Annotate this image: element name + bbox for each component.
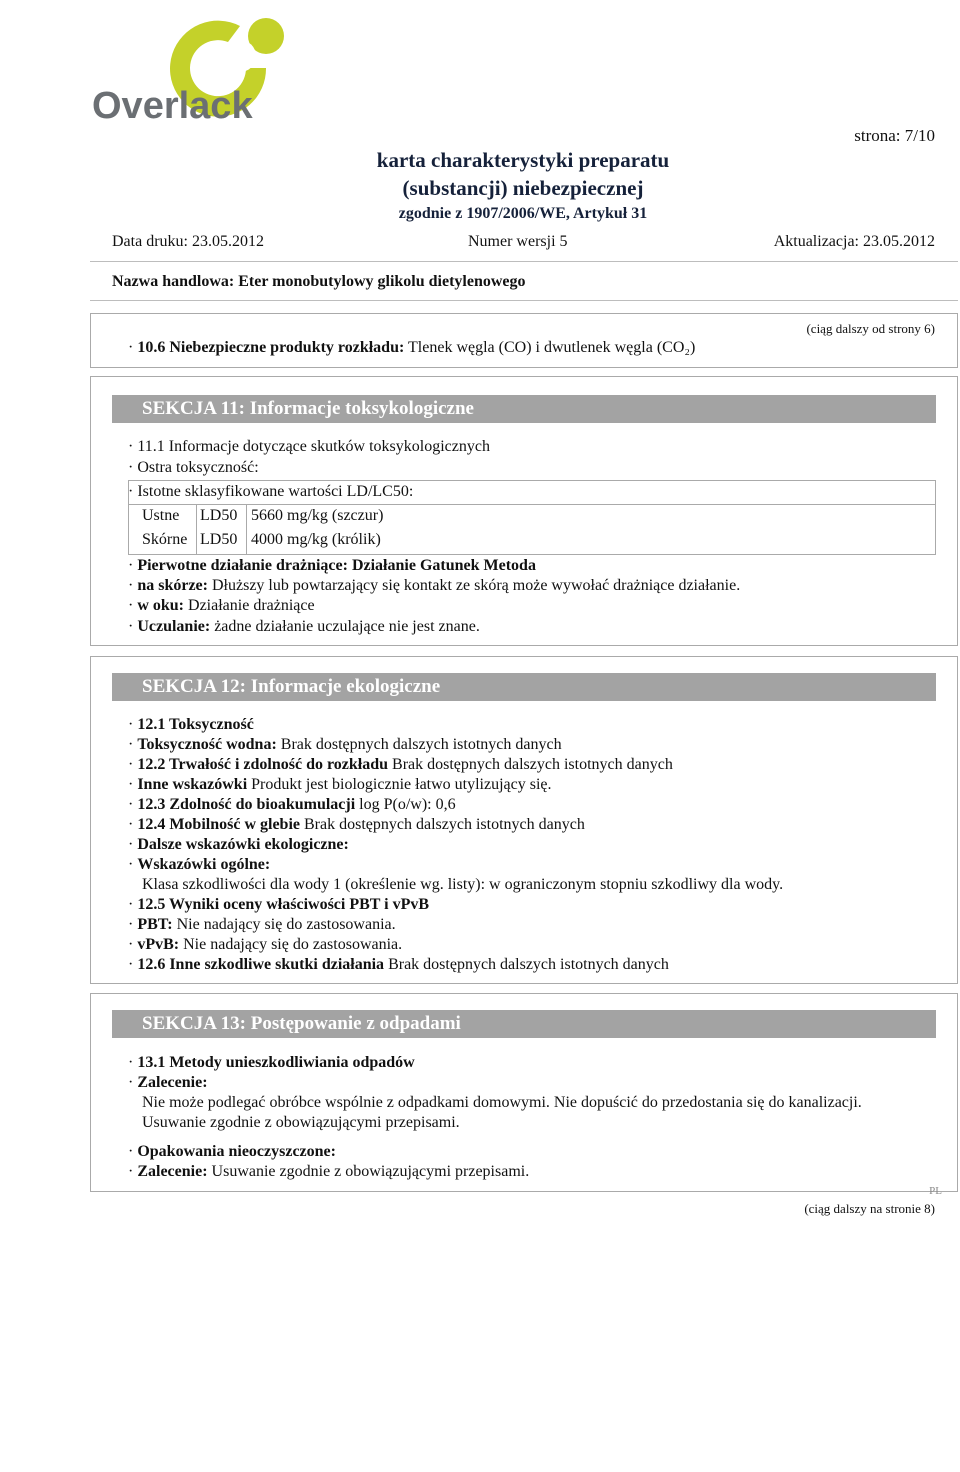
continued-from-note: (ciąg dalszy od strony 6): [806, 321, 935, 336]
s12-item: · 12.6 Inne szkodliwe skutki działania Brak dostępnych dalszych istotnych danych: [128, 956, 669, 973]
item-label: 10.6 Niebezpieczne produkty rozkładu:: [137, 339, 405, 356]
logo-wordmark: Overlack: [92, 85, 253, 126]
s12-item: · PBT: Nie nadający się do zastosowania.: [128, 916, 396, 933]
section-12-title: SEKCJA 12: Informacje ekologiczne: [112, 673, 936, 701]
s12-item: · Toksyczność wodna: Brak dostępnych dalszych istotnych danych: [128, 736, 562, 753]
s12-item: · 12.5 Wyniki oceny właściwości PBT i vPvB: [128, 896, 430, 913]
s11-item: · Pierwotne działanie drażniące: Działanie Gatunek Metoda: [128, 557, 536, 574]
print-date: Data druku: 23.05.2012: [112, 233, 264, 250]
version-number: Numer wersji 5: [468, 233, 568, 250]
ld-table-col-divider: [246, 505, 247, 555]
item-text: Tlenek węgla (CO) i dwutlenek węgla (CO₂): [408, 339, 696, 356]
ld-type: LD50: [200, 531, 238, 548]
section-13-title: SEKCJA 13: Postępowanie z odpadami: [112, 1010, 936, 1038]
continued-to-note: (ciąg dalszy na stronie 8): [804, 1201, 935, 1216]
s12-item: · 12.3 Zdolność do bioakumulacji log P(o/w): 0,6: [128, 796, 456, 813]
s12-item: · 12.1 Toksyczność: [128, 716, 254, 733]
s12-item: · vPvB: Nie nadający się do zastosowania.: [128, 936, 403, 953]
s13-recommendation: Nie może podlegać obróbce wspólnie z odpadkami domowymi. Nie dopuścić do przedostania się do kanalizacji.: [142, 1094, 862, 1111]
s12-item: · Inne wskazówki Produkt jest biologicznie łatwo utylizujący się.: [128, 776, 552, 793]
s11-item: · 11.1 Informacje dotyczące skutków toksykologicznych: [128, 438, 490, 455]
ld-route: Skórne: [142, 531, 188, 548]
s12-item: · Dalsze wskazówki ekologiczne:: [128, 836, 349, 853]
s12-item: · Wskazówki ogólne:: [128, 856, 271, 873]
s12-item: · 12.4 Mobilność w glebie Brak dostępnych dalszych istotnych danych: [128, 816, 585, 833]
title-line-3: zgodnie z 1907/2006/WE, Artykuł 31: [398, 205, 648, 222]
ld-value: 5660 mg/kg (szczur): [251, 507, 384, 524]
s13-item: · Zalecenie:: [128, 1074, 208, 1091]
s13-recommendation: Usuwanie zgodnie z obowiązującymi przepisami.: [142, 1114, 460, 1131]
s11-item: · Uczulanie: żadne działanie uczulające nie jest znane.: [128, 618, 480, 635]
document-title: [250, 146, 796, 226]
s13-item: · 13.1 Metody unieszkodliwiania odpadów: [128, 1054, 415, 1071]
s13-item: · Opakowania nieoczyszczone:: [128, 1143, 336, 1160]
s11-item: · w oku: Działanie drażniące: [128, 597, 315, 614]
ld-route: Ustne: [142, 507, 180, 524]
trade-divider: [90, 300, 958, 301]
section-11-title: SEKCJA 11: Informacje toksykologiczne: [112, 395, 936, 423]
ld-value: 4000 mg/kg (królik): [251, 531, 381, 548]
ld-table-divider: [128, 504, 936, 505]
update-date: Aktualizacja: 23.05.2012: [773, 233, 935, 250]
ld-type: LD50: [200, 507, 238, 524]
title-line-1: karta charakterystyki preparatu: [376, 148, 670, 172]
s11-item: · Ostra toksyczność:: [128, 459, 259, 476]
s13-item: · Zalecenie: Usuwanie zgodnie z obowiązującymi przepisami.: [128, 1163, 530, 1180]
ld-table-header: · Istotne sklasyfikowane wartości LD/LC50:: [128, 483, 414, 500]
trade-name: Nazwa handlowa: Eter monobutylowy glikolu dietylenowego: [112, 273, 526, 290]
s12-general-note: Klasa szkodliwości dla wody 1 (określenie wg. listy): w ograniczonym stopniu szkodliwy dla wody.: [142, 876, 784, 893]
item-10-6: · 10.6 Niebezpieczne produkty rozkładu: Tlenek węgla (CO) i dwutlenek węgla (CO₂): [128, 339, 696, 356]
ld-table-col-divider: [196, 505, 197, 555]
header-divider: [90, 261, 958, 262]
page-number: strona: 7/10: [854, 126, 935, 145]
overlack-logo: [90, 6, 300, 126]
language-mark: PL: [929, 1185, 942, 1197]
title-line-2: (substancji) niebezpiecznej: [402, 176, 644, 200]
s11-item: · na skórze: Dłuższy lub powtarzający się kontakt ze skórą może wywołać drażniące działanie.: [128, 577, 741, 594]
s12-item: · 12.2 Trwałość i zdolność do rozkładu Brak dostępnych dalszych istotnych danych: [128, 756, 673, 773]
